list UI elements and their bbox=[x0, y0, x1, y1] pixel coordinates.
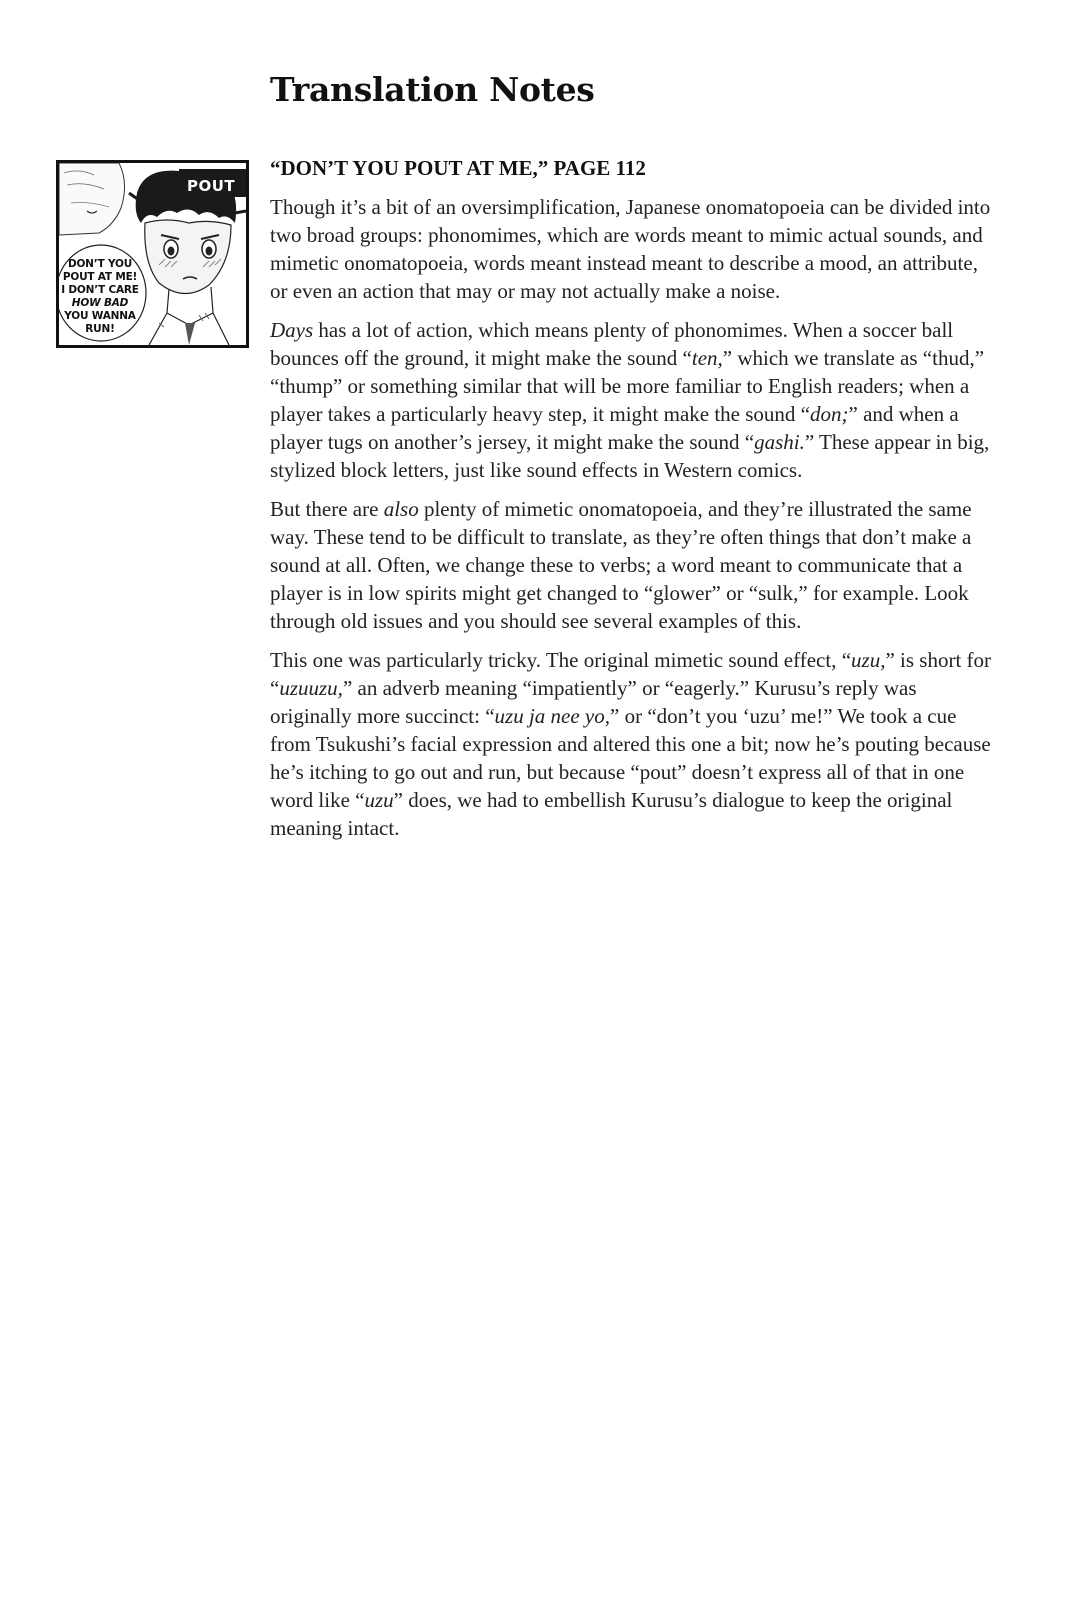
text-run: ” is short for “ bbox=[270, 648, 992, 700]
note-heading: “DON’T YOU POUT AT ME,” PAGE 112 bbox=[270, 156, 646, 180]
text-run: ” which we translate as “thud,” “thump” or something similar that will be more familiar to English readers; when a player takes a particularly heavy step, it might make the sound “ bbox=[270, 346, 985, 426]
note-paragraph bbox=[270, 316, 1000, 484]
page-title: Translation Notes bbox=[270, 70, 595, 109]
italic-text: uzuuzu, bbox=[279, 676, 343, 700]
text-run: ” These appear in big, stylized block letters, just like sound effects in Western comics. bbox=[270, 430, 990, 482]
note-body bbox=[270, 193, 1000, 853]
text-run: ” or “don’t you ‘uzu’ me!” We took a cue from Tsukushi’s facial expression and altered this one a bit; now he’s pouting because he’s itching to go out and run, but because “pout” doesn’t express all of that in one word like “ bbox=[270, 704, 991, 812]
italic-text: uzu, bbox=[851, 648, 886, 672]
text-run: This one was particularly tricky. The original mimetic sound effect, “ bbox=[270, 648, 852, 672]
note-paragraph bbox=[270, 646, 1000, 842]
italic-text: uzu bbox=[364, 788, 394, 812]
italic-text: ten, bbox=[691, 346, 723, 370]
panel-speech-bubble-text bbox=[61, 258, 139, 336]
caption-line: YOU WANNA bbox=[64, 310, 136, 322]
note-paragraph bbox=[270, 495, 1000, 635]
caption-line: POUT AT ME! bbox=[62, 271, 138, 283]
italic-text: don; bbox=[810, 402, 849, 426]
note-paragraph bbox=[270, 193, 1000, 305]
text-run: ” an adverb meaning “impatiently” or “eagerly.” Kurusu’s reply was originally more succinct: “ bbox=[270, 676, 917, 728]
caption-line: HOW BAD bbox=[71, 297, 129, 309]
text-run: has a lot of action, which means plenty of phonomimes. When a soccer ball bounces off the ground, it might make the sound “ bbox=[270, 318, 954, 370]
caption-line: DON’T YOU bbox=[67, 258, 133, 270]
sound-effect-text: POUT bbox=[187, 177, 236, 195]
text-run: plenty of mimetic onomatopoeia, and they’re illustrated the same way. These tend to be difficult to translate, as they’re often things that don’t make a sound at all. Often, we change these to verbs; a word meant to communicate that a player is in low spirits might get changed to “glower” or “sulk,” for example. Look through old issues and you should see several examples of this. bbox=[270, 497, 972, 633]
italic-text: Days bbox=[270, 318, 314, 342]
italic-text: gashi. bbox=[754, 430, 805, 454]
text-run: ” and when a player tugs on another’s jersey, it might make the sound “ bbox=[270, 402, 959, 454]
text-run: ” does, we had to embellish Kurusu’s dialogue to keep the original meaning intact. bbox=[270, 788, 953, 840]
text-run: But there are bbox=[270, 497, 384, 521]
manga-panel-illustration bbox=[56, 160, 249, 348]
caption-line: RUN! bbox=[85, 323, 115, 335]
italic-text: uzu ja nee yo, bbox=[494, 704, 610, 728]
caption-line: I DON’T CARE bbox=[61, 284, 139, 296]
italic-text: also bbox=[383, 497, 419, 521]
text-run: Though it’s a bit of an oversimplification, Japanese onomatopoeia can be divided into two broad groups: phonomimes, which are words meant to mimic actual sounds, and mimetic onomatopoeia, words meant instead meant to describe a mood, an attribute, or even an action that may or may not actually make a noise. bbox=[270, 195, 991, 303]
